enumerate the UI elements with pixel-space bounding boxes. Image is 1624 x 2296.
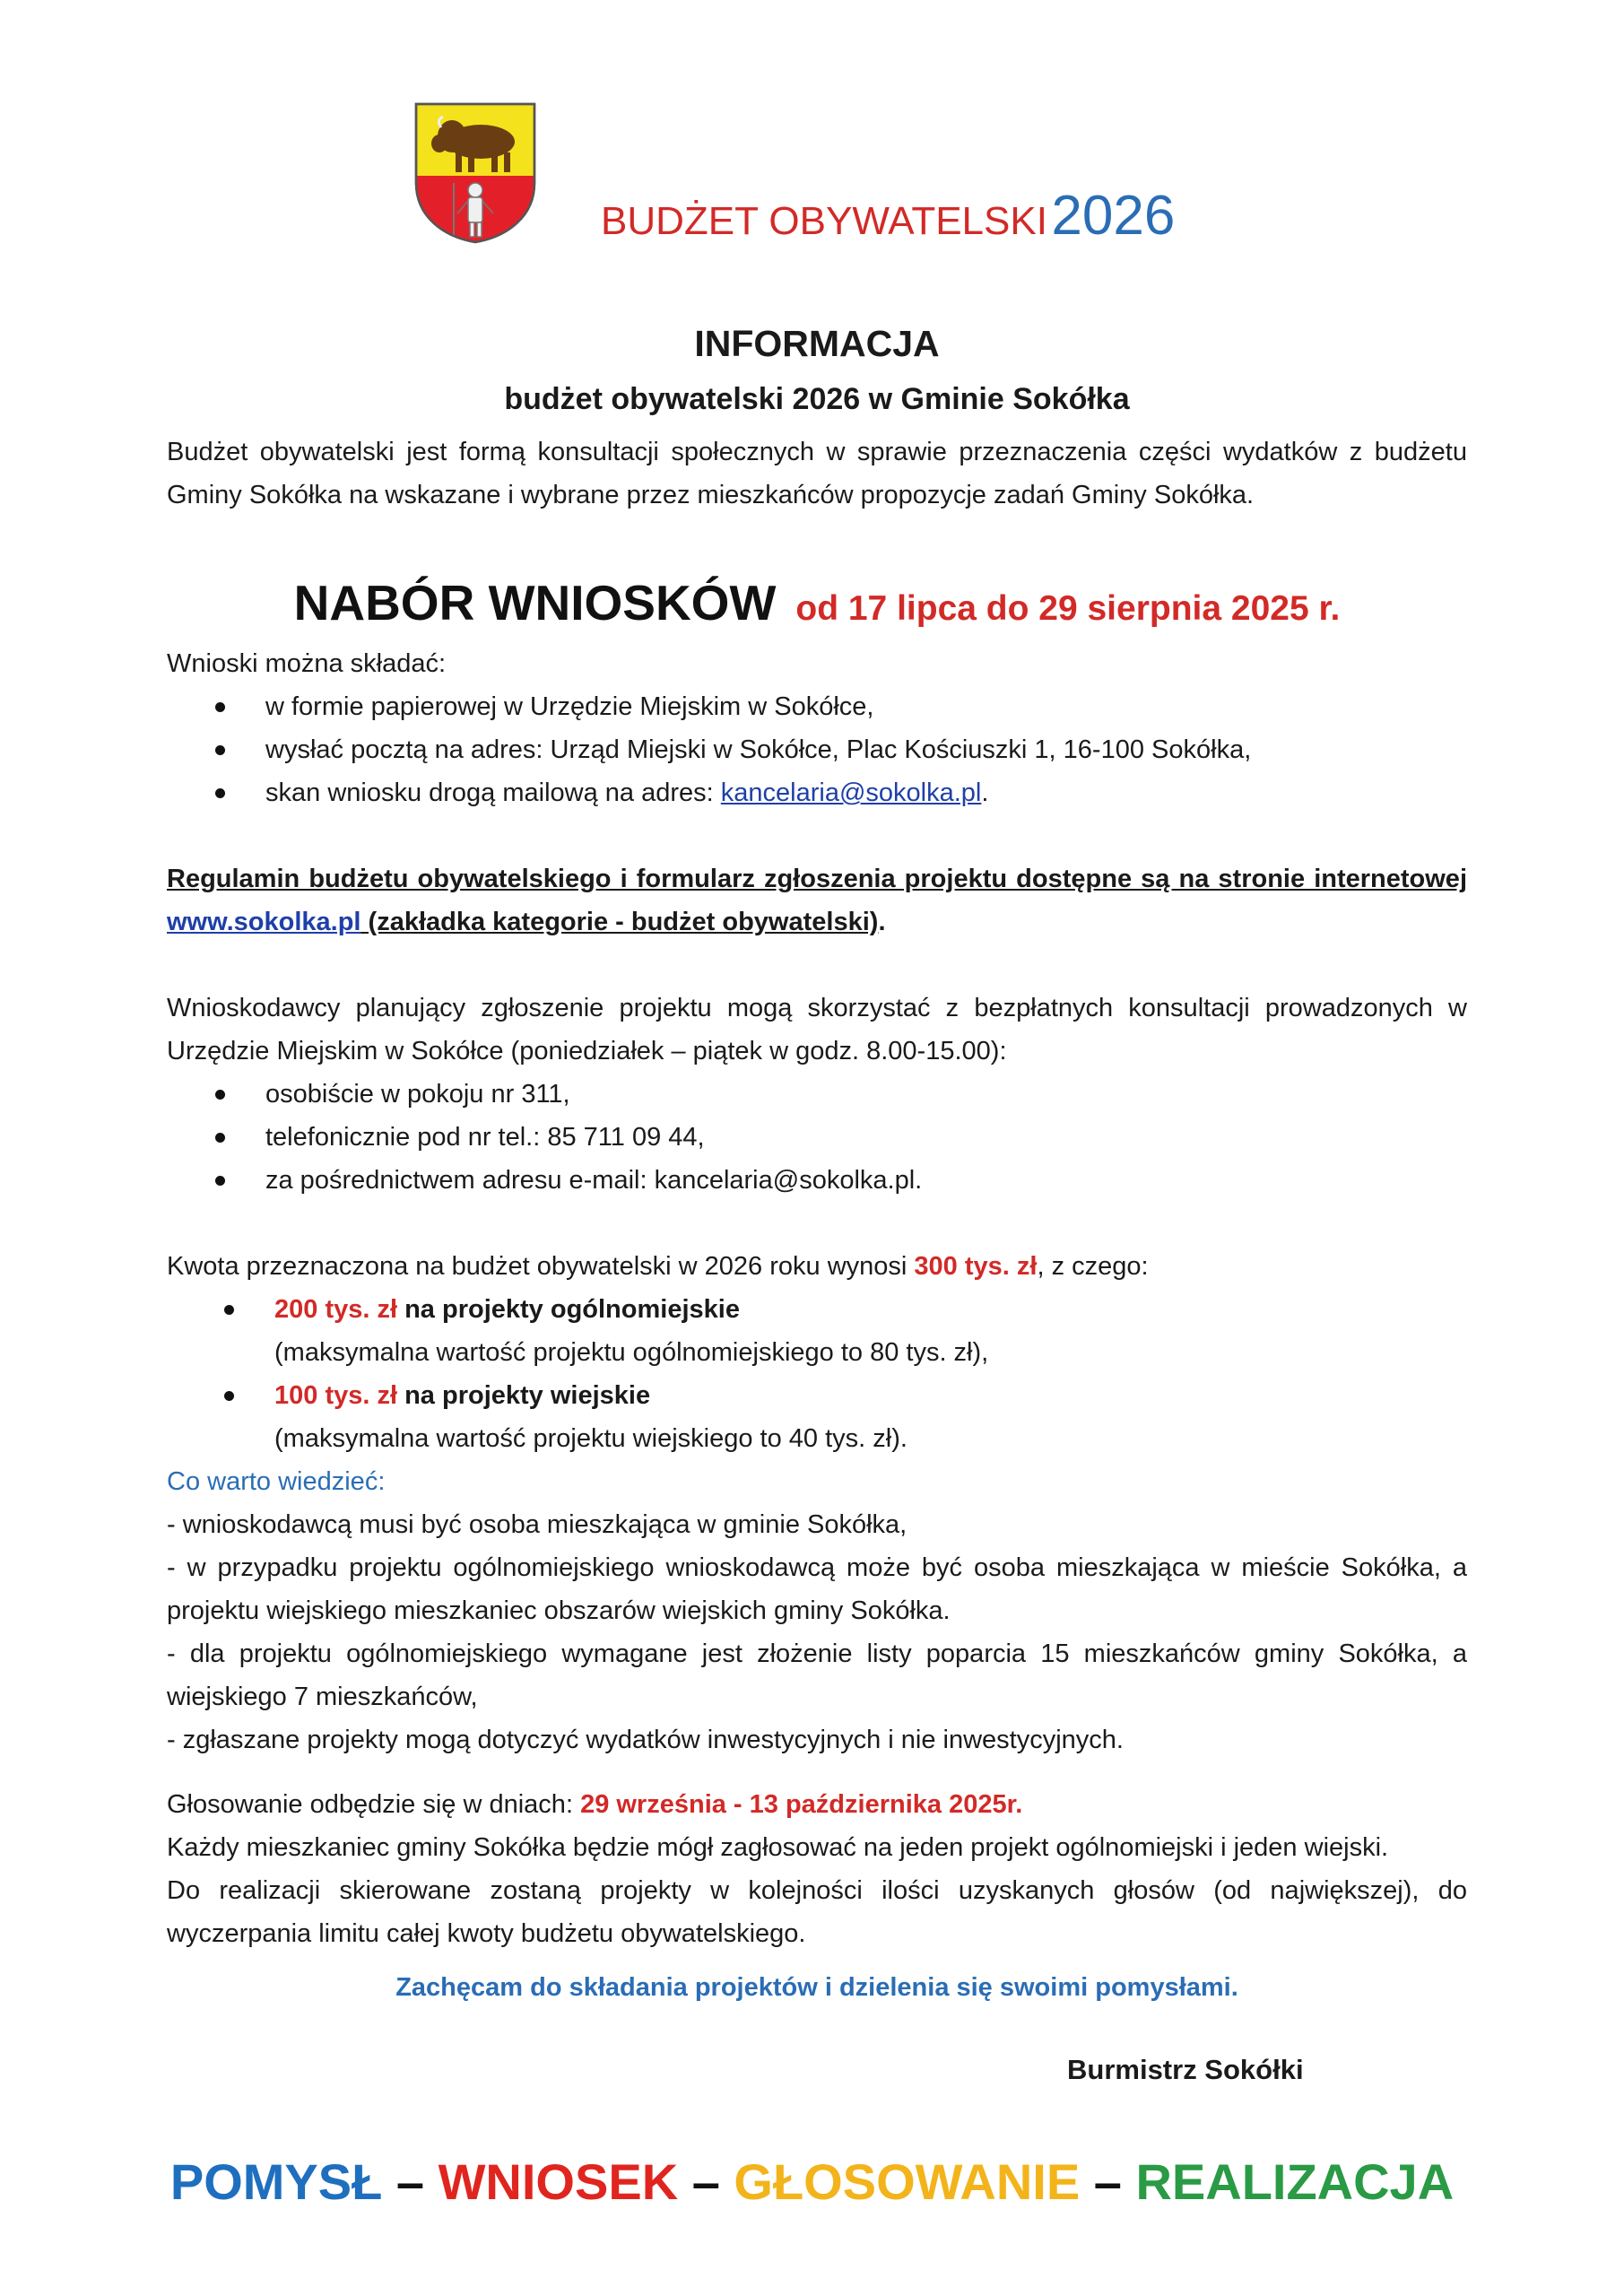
- consultation-list: [167, 1073, 1467, 1202]
- amount-after: , z czego:: [1037, 1252, 1149, 1281]
- amount-list: [167, 1374, 1467, 1417]
- heading-information: INFORMACJA: [694, 323, 940, 364]
- list-item: [167, 1374, 1467, 1417]
- amount-total: 300 tys. zł: [914, 1252, 1038, 1281]
- fact-line: - dla projektu ogólnomiejskiego wymagane jest złożenie listy poparcia 15 mieszkańców gminy Sokółka, a wiejskiego 7 mieszkańców,: [167, 1639, 1467, 1711]
- budget-title: [601, 184, 1175, 248]
- amount-rural-note: (maksymalna wartość projektu wiejskiego to 40 tys. zł).: [274, 1424, 908, 1453]
- nabor-dates: od 17 lipca do 29 sierpnia 2025 r.: [795, 589, 1341, 628]
- motto-dash: –: [678, 2153, 734, 2210]
- submission-section: [167, 642, 1467, 814]
- motto-dash: –: [1080, 2153, 1136, 2210]
- motto-dash: –: [382, 2153, 439, 2210]
- email-prefix: skan wniosku drogą mailową na adres:: [265, 778, 721, 807]
- facts-heading: Co warto wiedzieć:: [167, 1467, 386, 1496]
- nabor-heading: [167, 574, 1467, 631]
- voting-dates: 29 września - 13 października 2025r.: [580, 1790, 1023, 1819]
- amount-rural-label: na projekty wiejskie: [397, 1381, 651, 1410]
- budget-title-year: 2026: [1051, 185, 1176, 247]
- voting-lead-text: Głosowanie odbędzie się w dniach:: [167, 1790, 581, 1819]
- closing-line: Zachęcam do składania projektów i dzielenia się swoimi pomysłami.: [395, 1973, 1238, 2002]
- motto: [0, 2152, 1624, 2211]
- amount-rural: 100 tys. zł: [274, 1381, 398, 1410]
- motto-word-3: GŁOSOWANIE: [734, 2153, 1081, 2210]
- voting-section: [167, 1783, 1467, 1955]
- amount-city: 200 tys. zł: [274, 1295, 398, 1324]
- website-link[interactable]: www.sokolka.pl: [167, 908, 361, 936]
- regulations-tail: (zakładka kategorie - budżet obywatelski): [360, 908, 879, 936]
- voting-paragraph: Każdy mieszkaniec gminy Sokółka będzie mógł zagłosować na jeden projekt ogólnomiejski i jeden wiejski.: [167, 1833, 1389, 1862]
- amount-city-note: (maksymalna wartość projektu ogólnomiejskiego to 80 tys. zł),: [274, 1338, 989, 1367]
- signature: Burmistrz Sokółki: [1067, 2054, 1304, 2085]
- email-link[interactable]: kancelaria@sokolka.pl: [720, 778, 982, 807]
- amount-lead: [167, 1245, 1467, 1288]
- amount-list: [167, 1288, 1467, 1331]
- amount-city-label: na projekty ogólnomiejskie: [397, 1295, 740, 1324]
- list-item: [167, 1288, 1467, 1331]
- amount-lead-text: Kwota przeznaczona na budżet obywatelski w 2026 roku wynosi: [167, 1252, 915, 1281]
- list-item: [167, 771, 1467, 814]
- amount-section: [167, 1245, 1467, 1761]
- coat-of-arms-icon: [413, 100, 538, 246]
- regulations-text: Regulamin budżetu obywatelskiego i formularz zgłoszenia projektu dostępne są na stronie internetowej: [167, 865, 1467, 893]
- list-item: wysłać pocztą na adres: Urząd Miejski w Sokółce, Plac Kościuszki 1, 16-100 Sokółka,: [167, 728, 1467, 771]
- motto-word-1: POMYSŁ: [169, 2153, 383, 2210]
- nabor-title: NABÓR WNIOSKÓW: [293, 575, 777, 631]
- fact-line: - w przypadku projektu ogólnomiejskiego wnioskodawcą może być osoba mieszkająca w mieście Sokółka, a projektu wiejskiego mieszkaniec obszarów wiejskich gminy Sokółka.: [167, 1553, 1467, 1625]
- submission-list: [167, 685, 1467, 814]
- voting-paragraph: Do realizacji skierowane zostaną projekty w kolejności ilości uzyskanych głosów (od największej), do wyczerpania limitu całej kwoty budżetu obywatelskiego.: [167, 1876, 1467, 1948]
- motto-word-4: REALIZACJA: [1135, 2153, 1455, 2210]
- consultation-section: [167, 987, 1467, 1202]
- heading-subtitle: budżet obywatelski 2026 w Gminie Sokółka: [504, 382, 1130, 416]
- budget-title-words: BUDŻET OBYWATELSKI: [601, 199, 1047, 243]
- submission-lead: Wnioski można składać:: [167, 649, 447, 678]
- list-item: osobiście w pokoju nr 311,: [167, 1073, 1467, 1116]
- regulations-paragraph: [167, 857, 1467, 944]
- list-item: za pośrednictwem adresu e-mail: kancelaria@sokolka.pl.: [167, 1159, 1467, 1202]
- list-item: telefonicznie pod nr tel.: 85 711 09 44,: [167, 1116, 1467, 1159]
- voting-lead: [167, 1783, 1467, 1826]
- intro-paragraph: Budżet obywatelski jest formą konsultacji społecznych w sprawie przeznaczenia części wydatków z budżetu Gminy Sokółka na wskazane i wybrane przez mieszkańców propozycje zadań Gminy Sokółka.: [167, 438, 1467, 509]
- regulations-end: .: [878, 908, 886, 936]
- email-suffix: .: [981, 778, 989, 807]
- list-item: w formie papierowej w Urzędzie Miejskim w Sokółce,: [167, 685, 1467, 728]
- fact-line: - zgłaszane projekty mogą dotyczyć wydatków inwestycyjnych i nie inwestycyjnych.: [167, 1726, 1124, 1754]
- fact-line: - wnioskodawcą musi być osoba mieszkająca w gminie Sokółka,: [167, 1510, 908, 1539]
- consultation-lead: Wnioskodawcy planujący zgłoszenie projektu mogą skorzystać z bezpłatnych konsultacji prowadzonych w Urzędzie Miejskim w Sokółce (poniedziałek – piątek w godz. 8.00-15.00):: [167, 994, 1467, 1065]
- motto-word-2: WNIOSEK: [438, 2153, 679, 2210]
